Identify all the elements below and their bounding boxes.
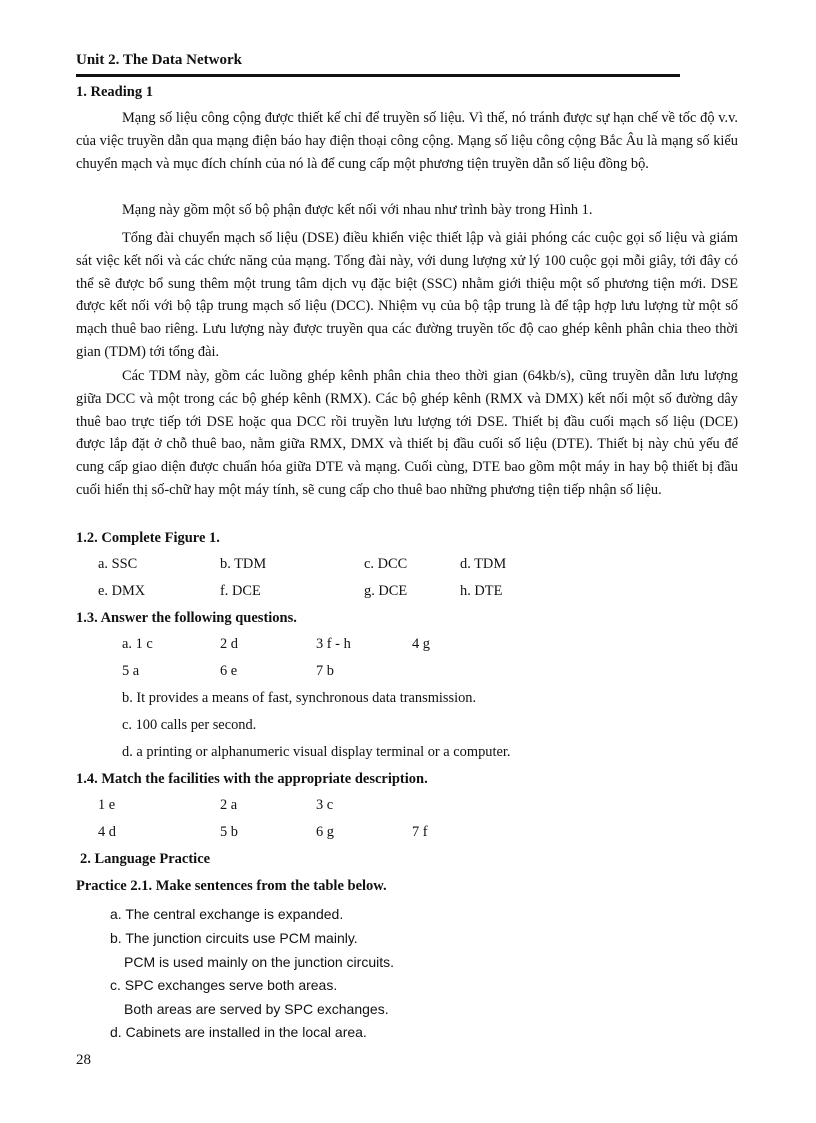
exercise-1-3-heading: 1.3. Answer the following questions. [76,610,297,626]
match-answer: 7 f [412,824,428,840]
practice-sentence: Both areas are served by SPC exchanges. [124,1001,389,1017]
question-answer: 3 f - h [316,636,351,652]
match-answer: 3 c [316,797,334,813]
match-answer: 5 b [220,824,238,840]
practice-sentence: a. The central exchange is expanded. [110,906,344,922]
practice-sentence: b. The junction circuits use PCM mainly. [110,930,358,946]
answer-line: b. It provides a means of fast, synchronous data transmission. [122,690,477,706]
exercise-1-2-heading: 1.2. Complete Figure 1. [76,530,220,546]
figure-answer: a. SSC [98,556,138,572]
answer-line: c. 100 calls per second. [122,717,257,733]
match-answer: 6 g [316,824,334,840]
question-answer: 2 d [220,636,238,652]
reading-paragraph: Mạng này gồm một số bộ phận được kết nối với nhau như trình bày trong Hình 1. [122,202,593,218]
practice-sentence: c. SPC exchanges serve both areas. [110,977,338,993]
practice-sentence: d. Cabinets are installed in the local area. [110,1024,367,1040]
answer-line: d. a printing or alphanumeric visual display terminal or a computer. [122,744,511,760]
question-answer: 5 a [122,663,140,679]
language-practice-heading: 2. Language Practice [80,851,211,867]
reading-paragraph: Tổng đài chuyển mạch số liệu (DSE) điều khiển việc thiết lập và giải phóng các cuộc gọi số liệu và giám sát việc kết nối và các chức năng của mạng. Tổng đài này, với dung lượng xử lý 100 cuộc gọi mỗi giây, tới đây có thể sẽ được bổ sung thêm một trung tâm dịch vụ đặc biệt (SSC) nhằm giới thiệu một số phương tiện mới. DSE được kết nối với bộ tập trung mạch số liệu (DCC). Nhiệm vụ của bộ tập trung là để tập hợp lưu lượng từ một số mạch thuê bao riêng. Lưu lượng này được truyền qua các đường truyền tốc độ cao ghép kênh phân chia theo thời gian (TDM) tới tổng đài. [76,230,738,360]
figure-answer: e. DMX [98,583,146,599]
figure-answer: d. TDM [460,556,507,572]
practice-2-1-heading: Practice 2.1. Make sentences from the table below. [76,878,387,894]
match-answer: 4 d [98,824,116,840]
figure-answer: b. TDM [220,556,267,572]
figure-answer: c. DCC [364,556,408,572]
reading-paragraph: Mạng số liệu công cộng được thiết kế chỉ để truyền số liệu. Vì thế, nó tránh được sự hạn chế về tốc độ v.v. của việc truyền dẫn qua mạng điện báo hay điện thoại công cộng. Mạng số liệu công cộng Bắc Âu là mạng số kiểu chuyển mạch và mục đích chính của nó là để cung cấp một phương tiện truyền dẫn số liệu đồng bộ. [76,110,738,172]
page-number: 28 [76,1052,91,1068]
match-answer: 2 a [220,797,238,813]
practice-sentence: PCM is used mainly on the junction circuits. [124,954,394,970]
figure-answer: h. DTE [460,583,503,599]
header-rule [76,74,680,77]
exercise-1-4-heading: 1.4. Match the facilities with the appropriate description. [76,771,428,787]
reading-paragraph: Các TDM này, gồm các luồng ghép kênh phân chia theo thời gian (64kb/s), cũng truyền dẫn lưu lượng giữa DCC và một trong các bộ ghép kênh (RMX). Các bộ ghép kênh (RMX và DMX) kết nối một số đường dây thuê bao trực tiếp tới DSE hoặc qua DCC rồi truyền lưu lượng tới DSE. Thiết bị đầu cuối mạch số liệu (DCE) được lắp đặt ở chỗ thuê bao, nằm giữa RMX, DMX và thiết bị đầu cuối số liệu (DTE). Thiết bị này chủ yếu để cung cấp giao diện được chuẩn hóa giữa DTE và mạng. Cuối cùng, DTE bao gồm một máy in hay bộ thiết bị đầu cuối hiển thị số-chữ hay một máy tính, sẽ cung cấp cho thuê bao những phương tiện tiếp nhận số liệu. [76,368,738,498]
figure-answer: g. DCE [364,583,408,599]
question-answer: a. 1 c [122,636,153,652]
figure-answer: f. DCE [220,583,261,599]
question-answer: 7 b [316,663,334,679]
reading-heading: 1. Reading 1 [76,84,153,100]
match-answer: 1 e [98,797,116,813]
question-answer: 6 e [220,663,238,679]
question-answer: 4 g [412,636,430,652]
unit-title: Unit 2. The Data Network [76,52,242,68]
